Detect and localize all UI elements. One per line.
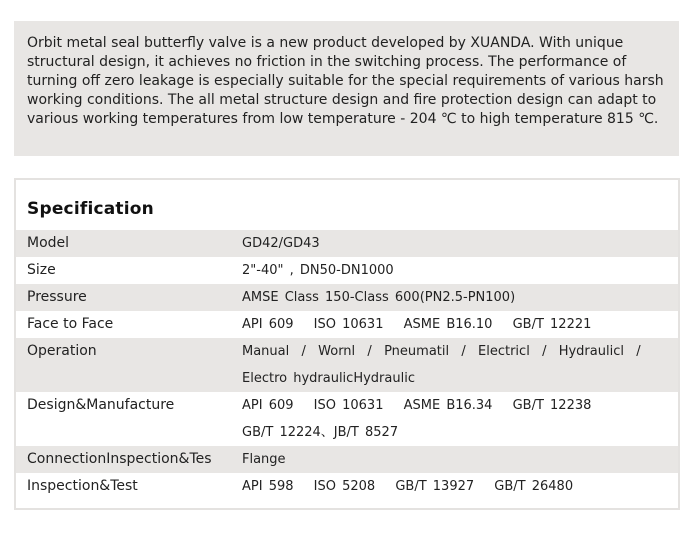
row-value bbox=[242, 311, 670, 338]
standard: ISO 10631 bbox=[313, 398, 384, 413]
standard: GB/T 26480 bbox=[494, 479, 574, 494]
row-value bbox=[242, 392, 670, 446]
value-line: Manual / Wornl / Pneumatil / Electricl / Hydraulicl / bbox=[242, 344, 641, 359]
row-value bbox=[242, 473, 670, 500]
spec-row-inspection-test bbox=[16, 473, 678, 500]
spec-row-size bbox=[16, 257, 678, 284]
spec-row-connection bbox=[16, 446, 678, 473]
spec-row-face-to-face bbox=[16, 311, 678, 338]
spec-row-design-manufacture bbox=[16, 392, 678, 446]
row-label: Model bbox=[27, 235, 70, 251]
specification-table bbox=[14, 178, 680, 510]
standard: GB/T 12238 bbox=[512, 398, 592, 413]
spec-title: Specification bbox=[27, 199, 154, 219]
row-label: Inspection&Test bbox=[27, 478, 138, 494]
standard: API 609 bbox=[242, 317, 294, 332]
row-value: GD42/GD43 bbox=[242, 236, 320, 251]
row-label: ConnectionInspection&Tes bbox=[27, 451, 212, 467]
standard: GB/T 13927 bbox=[395, 479, 475, 494]
spec-rows bbox=[16, 230, 678, 500]
row-value bbox=[242, 338, 670, 392]
row-value: AMSE Class 150-Class 600(PN2.5-PN100) bbox=[242, 290, 516, 305]
standard: API 598 bbox=[242, 479, 294, 494]
value-line bbox=[242, 392, 670, 419]
standard: GB/T 12221 bbox=[512, 317, 592, 332]
row-label: Face to Face bbox=[27, 316, 114, 332]
value-line: GB/T 12224、JB/T 8527 bbox=[242, 425, 399, 440]
row-value: Flange bbox=[242, 452, 286, 467]
value-line: Electro hydraulicHydraulic bbox=[242, 371, 415, 386]
row-value: 2"-40" , DN50-DN1000 bbox=[242, 263, 394, 278]
spec-row-model bbox=[16, 230, 678, 257]
spec-row-pressure bbox=[16, 284, 678, 311]
row-label: Size bbox=[27, 262, 56, 278]
standard: ISO 10631 bbox=[313, 317, 384, 332]
standard: API 609 bbox=[242, 398, 294, 413]
intro-paragraph: Orbit metal seal butterfly valve is a new product developed by XUANDA. With unique structural design, it achieves no friction in the switching process. The performance of turning off zero leakage is especially suitable for the special requirements of various harsh working conditions. The all metal structure design and fire protection design can adapt to various working temperatures from low temperature - 204 ℃ to high temperature 815 ℃. bbox=[14, 21, 679, 156]
row-label: Design&Manufacture bbox=[27, 397, 175, 413]
standard: ASME B16.10 bbox=[403, 317, 493, 332]
row-label: Pressure bbox=[27, 289, 87, 305]
standard: ISO 5208 bbox=[313, 479, 376, 494]
spec-row-operation bbox=[16, 338, 678, 392]
row-label: Operation bbox=[27, 343, 97, 359]
standard: ASME B16.34 bbox=[403, 398, 493, 413]
